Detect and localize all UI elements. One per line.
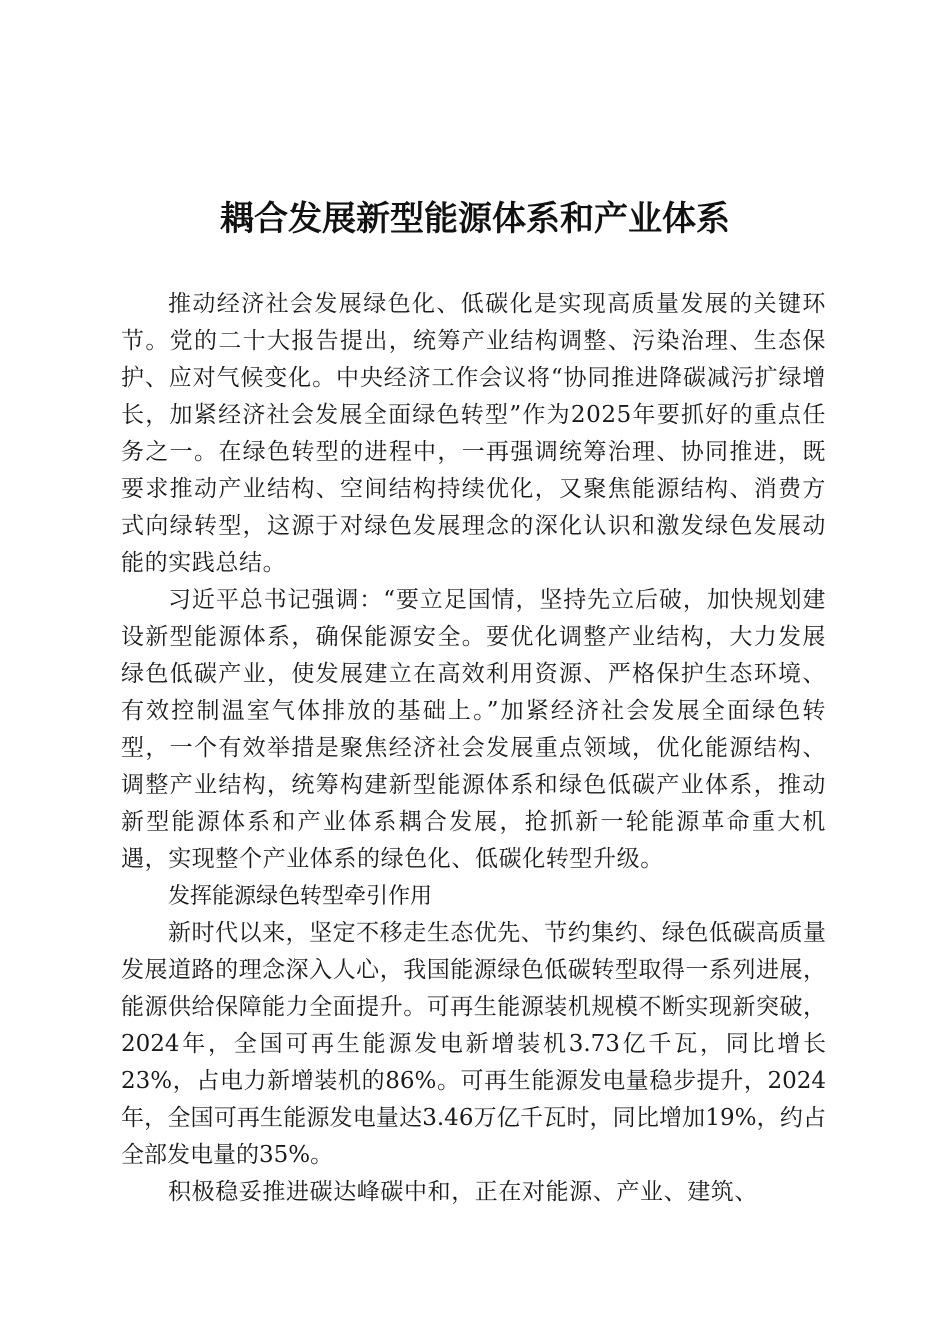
paragraph-carbon-neutrality: 积极稳妥推进碳达峰碳中和，正在对能源、产业、建筑、 [168,1179,758,1205]
paragraph-energy-progress: 新时代以来，坚定不移走生态优先、节约集约、绿色低碳高质量发展道路的理念深入人心，我国能源绿色低碳转型取得一系列进展，能源供给保障能力全面提升。可再生能源装机规模不断实现新突破，2024年，全国可再生能源发电新增装机3.73亿千瓦，同比增长23%，占电力新增装机的86%。可再生能源发电量稳步提升，2024年，全国可再生能源发电量达3.46万亿千瓦时，同比增加19%，约占全部发电量的35%。 [121,920,826,1168]
document-title: 耦合发展新型能源体系和产业体系 [220,199,730,239]
section-heading: 发挥能源绿色转型牵引作用 [168,884,433,909]
document-body [121,286,826,1211]
paragraph-intro: 推动经济社会发展绿色化、低碳化是实现高质量发展的关键环节。党的二十大报告提出，统筹产业结构调整、污染治理、生态保护、应对气候变化。中央经济工作会议将“协同推进降碳减污扩绿增长，加紧经济社会发展全面绿色转型”作为2025年要抓好的重点任务之一。在绿色转型的进程中，一再强调统筹治理、协同推进，既要求推动产业结构、空间结构持续优化，又聚焦能源结构、消费方式向绿转型，这源于对绿色发展理念的深化认识和激发绿色发展动能的实践总结。 [121,291,826,576]
paragraph-quote: 习近平总书记强调：“要立足国情，坚持先立后破，加快规划建设新型能源体系，确保能源安全。要优化调整产业结构，大力发展绿色低碳产业，使发展建立在高效利用资源、严格保护生态环境、有效控制温室气体排放的基础上。”加紧经济社会发展全面绿色转型，一个有效举措是聚焦经济社会发展重点领域，优化能源结构、调整产业结构，统筹构建新型能源体系和绿色低碳产业体系，推动新型能源体系和产业体系耦合发展，抢抓新一轮能源革命重大机遇，实现整个产业体系的绿色化、低碳化转型升级。 [121,587,826,872]
